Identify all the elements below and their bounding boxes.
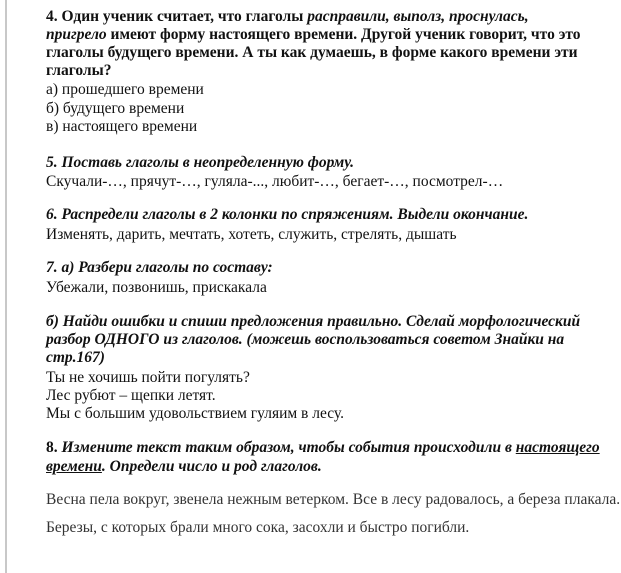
q4-verbs: расправили, выполз, проснулась, [307, 8, 529, 25]
q7-text: Убежали, позвонишь, прискакала [46, 279, 267, 296]
q4-line-2 [46, 26, 581, 44]
q4-line-1 [46, 8, 529, 26]
page-left-edge [5, 0, 7, 573]
q8-underlined: времени [46, 458, 102, 475]
q7b-sentence-3: Мы с большим удовольствием гуляим в лесу. [46, 405, 344, 422]
q7b-line-3: стр.167) [46, 349, 105, 366]
q8-underlined: настоящего [515, 439, 600, 456]
q4-text: имеют форму настоящего времени. Другой ученик говорит, что это [106, 26, 581, 43]
q8-line-1 [46, 439, 600, 457]
q8-paragraph-1: Весна пела вокруг, звенела нежным ветерком. Все в лесу радовалось, а береза плакала. [46, 491, 621, 508]
q5-title: 5. Поставь глаголы в неопределенную форму. [46, 154, 354, 171]
q4-option-c: в) настоящего времени [46, 118, 198, 135]
q4-line-4: глаголы? [46, 62, 112, 79]
q8-paragraph-2: Березы, с которых брали много сока, засохли и быстро погибли. [46, 519, 470, 536]
q8-text: . Определи число и род глаголов. [101, 458, 322, 475]
q7b-line-2: разбор ОДНОГО из глаголов. (можешь воспользоваться советом Знайки на [46, 331, 565, 348]
q7b-sentence-1: Ты не хочишь пойти погулять? [46, 369, 250, 386]
q5-text: Скучали-…, прячут-…, гуляла-..., любит-…, бегает-…, посмотрел-… [46, 173, 504, 190]
q4-text: Один ученик считает, что глаголы [61, 8, 308, 25]
q8-number: 8. [46, 439, 62, 456]
q4-option-a: а) прошедшего времени [46, 81, 204, 98]
q4-verb: пригрело [46, 26, 107, 43]
q6-title: 6. Распредели глаголы в 2 колонки по спряжениям. Выдели окончание. [46, 206, 529, 223]
q7b-sentence-2: Лес рубют – щепки летят. [46, 387, 216, 404]
q7-title: 7. а) Разбери глаголы по составу: [46, 259, 273, 276]
q6-text: Изменять, дарить, мечтать, хотеть, служить, стрелять, дышать [46, 226, 457, 243]
q8-line-2 [46, 458, 322, 476]
q4-option-b: б) будущего времени [46, 100, 185, 117]
q4-number: 4. [46, 8, 62, 25]
q4-line-3: глаголы будущего времени. А ты как думаешь, в форме какого времени эти [46, 44, 578, 61]
q8-text: Измените текст таким образом, чтобы события происходили в [61, 439, 516, 456]
q7b-line-1: б) Найди ошибки и спиши предложения правильно. Сделай морфологический [46, 313, 581, 330]
